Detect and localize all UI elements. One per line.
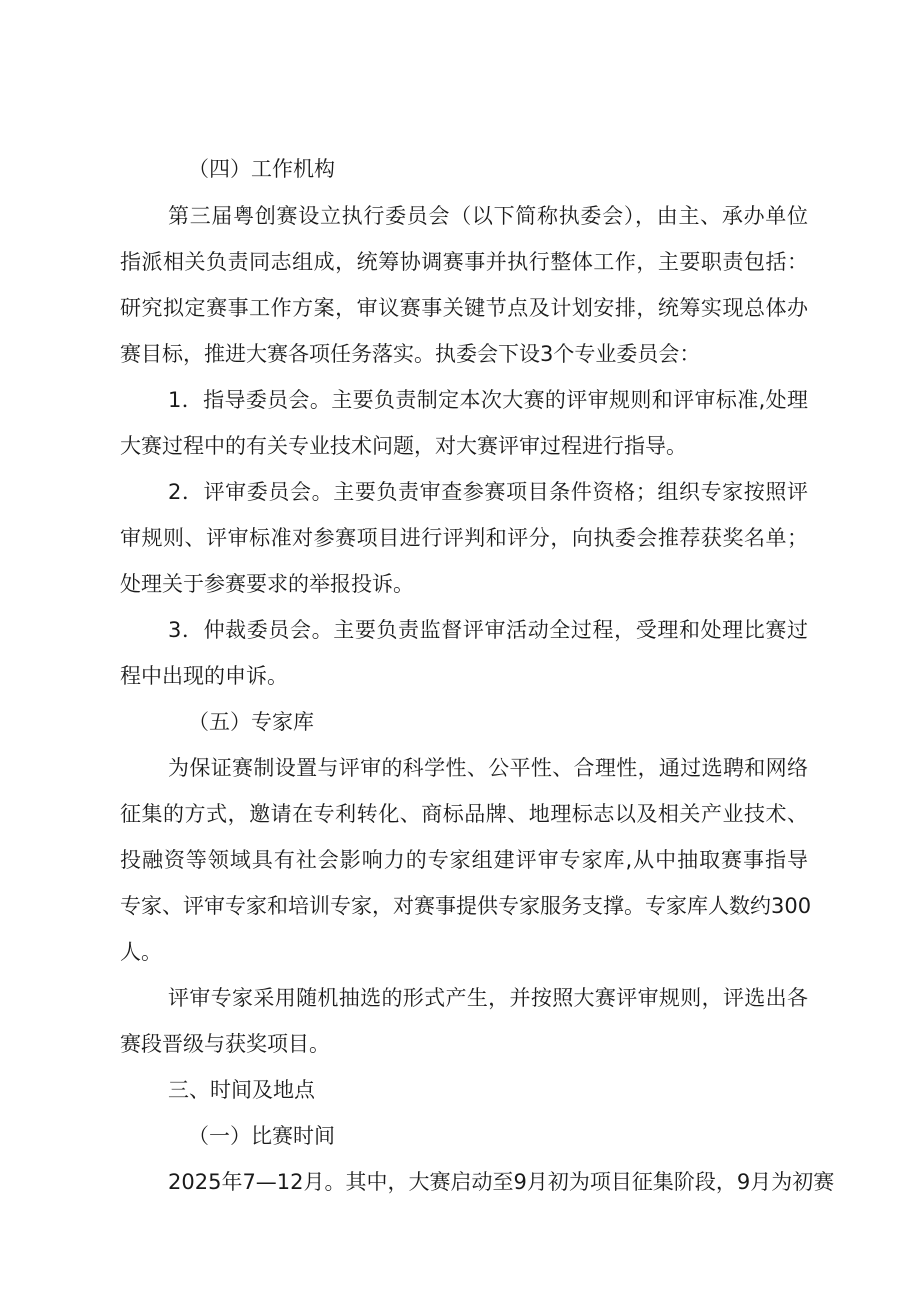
paragraph-line: 征集的方式，邀请在专利转化、商标品牌、地理标志以及相关产业技术、 [120,802,808,826]
heading-time-and-place: 三、时间及地点 [168,1078,315,1102]
paragraph-line: 专家、评审专家和培训专家，对赛事提供专家服务支撑。专家库人数约300 [120,894,812,918]
paragraph-line: 审规则、评审标准对参赛项目进行评判和评分，向执委会推荐获奖名单； [120,526,808,550]
committee-item-2: 2．评审委员会。主要负责审查参赛项目条件资格；组织专家按照评 [168,480,808,504]
heading-competition-time: （一）比赛时间 [188,1124,335,1148]
paragraph-line: 大赛过程中的有关专业技术问题，对大赛评审过程进行指导。 [120,434,687,458]
paragraph-line: 评审专家采用随机抽选的形式产生，并按照大赛评审规则，评选出各 [168,986,808,1010]
paragraph-line: 2025年7—12月。其中，大赛启动至9月初为项目征集阶段，9月为初赛 [168,1170,835,1194]
paragraph-line: 为保证赛制设置与评审的科学性、公平性、合理性，通过选聘和网络 [168,756,808,780]
committee-item-3: 3．仲裁委员会。主要负责监督评审活动全过程，受理和处理比赛过 [168,618,808,642]
paragraph-line: 研究拟定赛事工作方案，审议赛事关键节点及计划安排，统筹实现总体办 [120,296,808,320]
paragraph-line: 程中出现的申诉。 [120,664,288,688]
paragraph-line: 人。 [120,940,162,964]
paragraph-line: 赛目标，推进大赛各项任务落实。执委会下设3个专业委员会： [120,342,701,366]
paragraph-line: 投融资等领域具有社会影响力的专家组建评审专家库,从中抽取赛事指导 [120,848,808,872]
paragraph-line: 第三届粤创赛设立执行委员会（以下简称执委会），由主、承办单位 [168,204,808,228]
heading-work-organization: （四）工作机构 [188,157,335,181]
paragraph-line: 指派相关负责同志组成，统筹协调赛事并执行整体工作，主要职责包括： [120,250,808,274]
heading-expert-pool: （五）专家库 [188,710,314,734]
paragraph-line: 赛段晋级与获奖项目。 [120,1032,330,1056]
paragraph-line: 处理关于参赛要求的举报投诉。 [120,572,414,596]
committee-item-1: 1．指导委员会。主要负责制定本次大赛的评审规则和评审标准,处理 [168,388,808,412]
